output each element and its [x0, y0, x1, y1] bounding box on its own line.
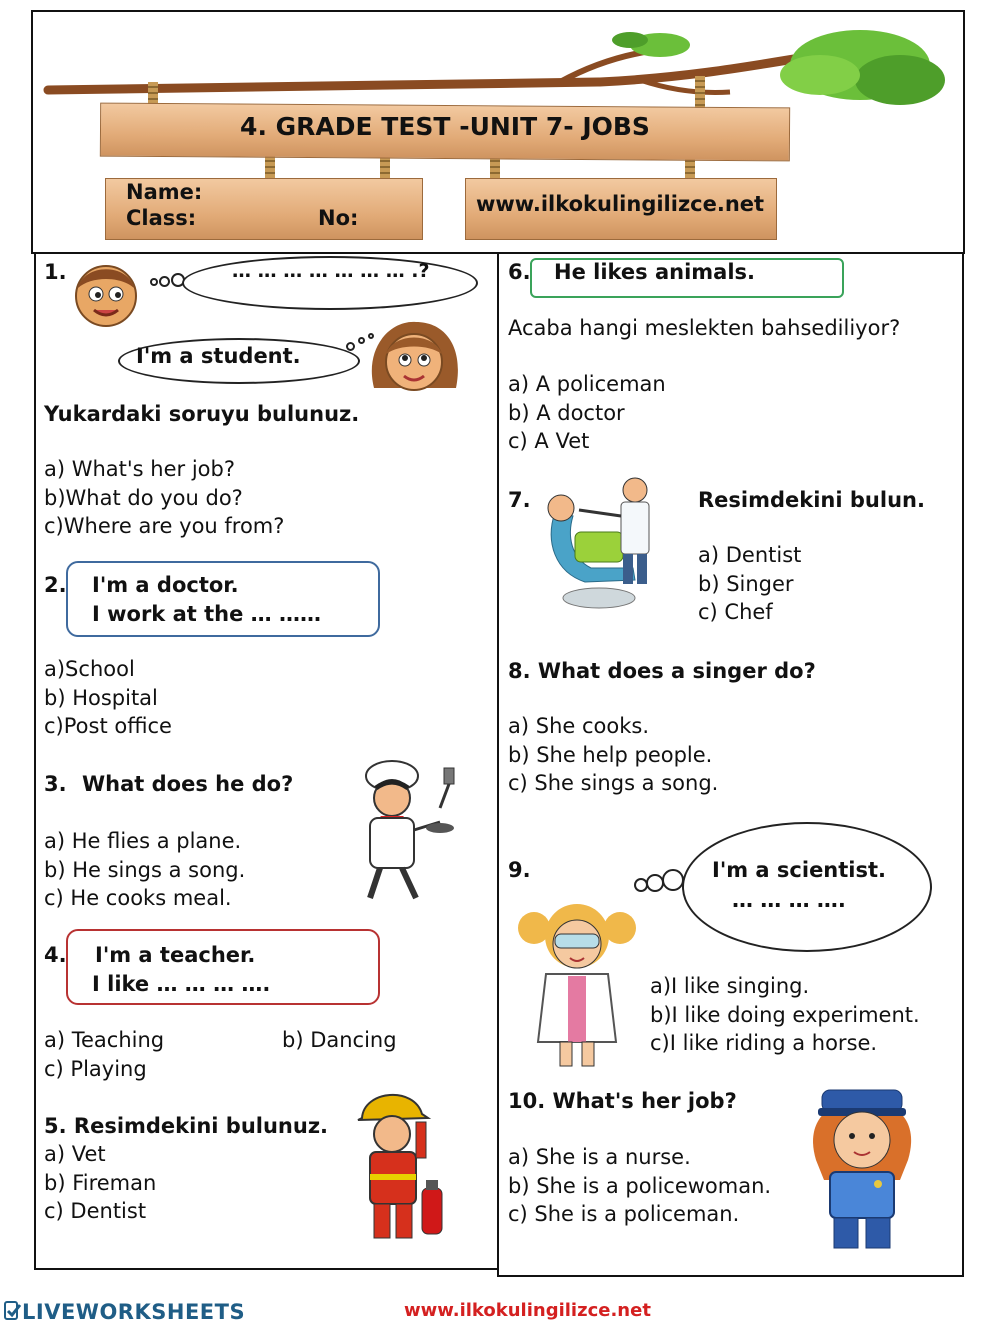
girl-face-illustration	[360, 318, 468, 398]
q5-prompt: 5. Resimdekini bulunuz.	[44, 1114, 329, 1138]
thought-dot	[159, 276, 170, 287]
thought-dot	[150, 278, 158, 286]
q4-option-b[interactable]: b) Dancing	[282, 1028, 397, 1052]
q2-number: 2.	[44, 573, 67, 597]
q6-number: 6.	[508, 260, 531, 284]
q7-number: 7.	[508, 488, 531, 512]
q2-line1: I'm a doctor.	[92, 573, 239, 597]
q8-option-b[interactable]: b) She help people.	[508, 742, 713, 767]
q9-line2[interactable]: … … … ….	[732, 888, 846, 912]
q7-prompt: Resimdekini bulun.	[698, 488, 925, 512]
q9-option-a[interactable]: a)I like singing.	[650, 974, 810, 998]
q4-number: 4.	[44, 943, 67, 967]
q6-statement: He likes animals.	[554, 260, 756, 284]
boy-face-illustration	[66, 258, 146, 330]
q3-option-b[interactable]: b) He sings a song.	[44, 857, 246, 882]
q3-number: 3.	[44, 772, 67, 796]
q8-option-a[interactable]: a) She cooks.	[508, 714, 649, 738]
q2-option-b[interactable]: b) Hospital	[44, 685, 158, 710]
q9-option-b[interactable]: b)I like doing experiment.	[650, 1002, 920, 1027]
q6-option-c[interactable]: c) A Vet	[508, 429, 590, 453]
q2-line2[interactable]: I work at the … ……	[92, 602, 321, 626]
q8-options	[508, 712, 718, 798]
q7-option-b[interactable]: b) Singer	[698, 571, 794, 596]
thought-dot	[662, 869, 684, 891]
q8-option-c[interactable]: c) She sings a song.	[508, 771, 719, 795]
q1-options	[44, 455, 284, 541]
q6-options	[508, 370, 666, 456]
q3-prompt: What does he do?	[82, 772, 294, 796]
q1-question-text[interactable]: … … … … … … … .?	[232, 260, 430, 282]
q7-option-a[interactable]: a) Dentist	[698, 543, 802, 567]
q5-option-b[interactable]: b) Fireman	[44, 1170, 157, 1195]
q10-option-b[interactable]: b) She is a policewoman.	[508, 1173, 772, 1198]
thought-dot	[346, 342, 355, 351]
q1-answer-text: I'm a student.	[136, 344, 301, 368]
no-label: No:	[318, 206, 359, 230]
q6-option-a[interactable]: a) A policeman	[508, 372, 666, 396]
footer-brand[interactable]: LIVEWORKSHEETS	[22, 1300, 246, 1324]
chef-illustration	[340, 758, 470, 908]
q2-option-c[interactable]: c)Post office	[44, 714, 172, 738]
q10-options	[508, 1143, 771, 1229]
q3-options	[44, 827, 245, 913]
q6-prompt: Acaba hangi meslekten bahsediliyor?	[508, 316, 901, 340]
q3-option-a[interactable]: a) He flies a plane.	[44, 829, 242, 853]
q6-option-b[interactable]: b) A doctor	[508, 400, 625, 425]
q5-option-a[interactable]: a) Vet	[44, 1142, 106, 1166]
q4-line2[interactable]: I like … … … ….	[92, 972, 271, 996]
q2-option-a[interactable]: a)School	[44, 657, 135, 681]
q9-line1: I'm a scientist.	[712, 858, 887, 882]
q5-options	[44, 1140, 156, 1226]
header-website: www.ilkokulingilizce.net	[476, 192, 765, 216]
q10-option-c[interactable]: c) She is a policeman.	[508, 1202, 740, 1226]
q5-option-c[interactable]: c) Dentist	[44, 1199, 147, 1223]
q1-prompt: Yukardaki soruyu bulunuz.	[44, 402, 360, 426]
q1-option-b[interactable]: b)What do you do?	[44, 485, 243, 510]
q4-option-c[interactable]: c) Playing	[44, 1057, 147, 1081]
q4-option-a[interactable]: a) Teaching	[44, 1028, 165, 1052]
q9-options	[650, 972, 920, 1058]
q7-option-c[interactable]: c) Chef	[698, 600, 773, 624]
q1-option-a[interactable]: a) What's her job?	[44, 457, 235, 481]
scientist-girl-illustration	[512, 892, 642, 1072]
q1-number: 1.	[44, 260, 67, 284]
q8-prompt: 8. What does a singer do?	[508, 659, 816, 683]
q9-number: 9.	[508, 858, 531, 882]
name-label: Name:	[126, 180, 203, 204]
q9-option-c[interactable]: c)I like riding a horse.	[650, 1031, 878, 1055]
page-title: 4. GRADE TEST -UNIT 7- JOBS	[240, 112, 650, 141]
q2-options	[44, 655, 172, 741]
q3-option-c[interactable]: c) He cooks meal.	[44, 886, 232, 910]
q10-option-a[interactable]: a) She is a nurse.	[508, 1145, 691, 1169]
liveworksheets-logo-icon	[4, 1301, 22, 1321]
footer-website[interactable]: www.ilkokulingilizce.net	[404, 1300, 651, 1321]
q10-prompt: 10. What's her job?	[508, 1089, 737, 1113]
class-label: Class:	[126, 206, 197, 230]
fireman-illustration	[352, 1082, 462, 1247]
q1-option-c[interactable]: c)Where are you from?	[44, 514, 285, 538]
q7-options	[698, 541, 801, 627]
policewoman-illustration	[800, 1080, 925, 1255]
q4-line1: I'm a teacher.	[95, 943, 256, 967]
dentist-illustration	[535, 462, 665, 617]
